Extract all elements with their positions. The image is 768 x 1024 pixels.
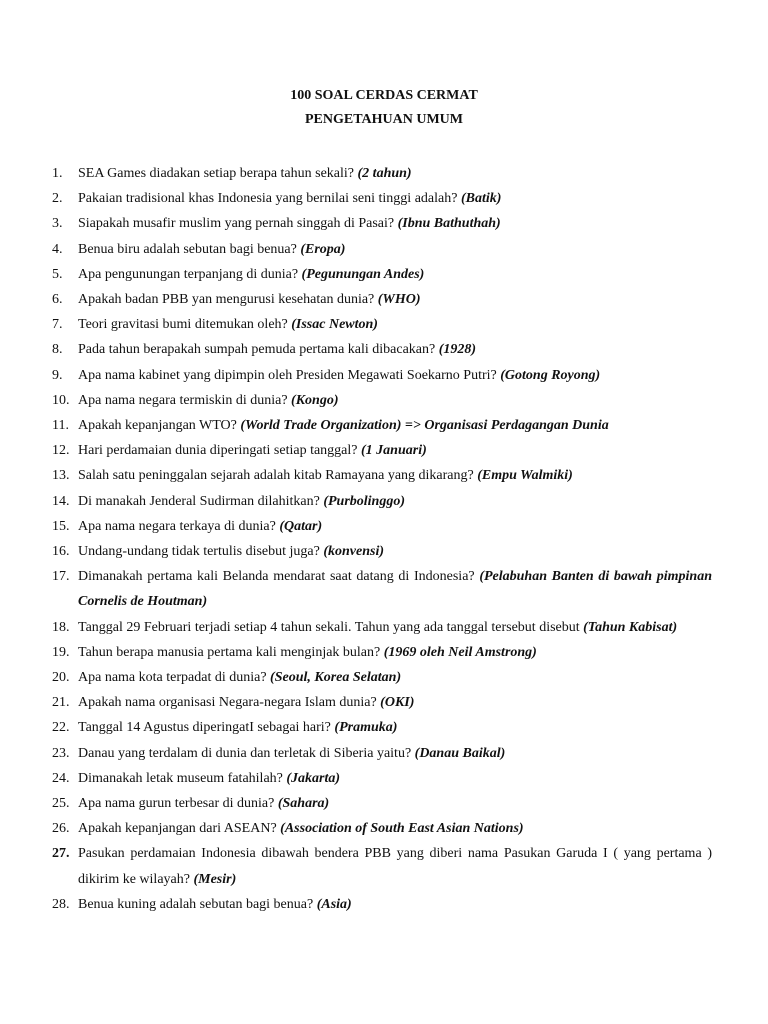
item-text	[78, 388, 712, 413]
question-text: Danau yang terdalam di dunia dan terletak di Siberia yaitu?	[78, 745, 415, 761]
answer-text: (1 Januari)	[361, 443, 427, 459]
question-text: Apakah kepanjangan dari ASEAN?	[78, 821, 281, 837]
answer-text: (Empu Walmiki)	[477, 468, 573, 484]
item-text	[78, 514, 712, 539]
item-text	[78, 363, 712, 388]
item-number: 27.	[52, 846, 70, 862]
list-item	[52, 438, 712, 463]
item-number: 9.	[52, 367, 63, 383]
question-text: Benua kuning adalah sebutan bagi benua?	[78, 896, 317, 912]
item-number: 20.	[52, 670, 70, 686]
item-text	[78, 741, 712, 766]
answer-text: (Tahun Kabisat)	[583, 619, 678, 635]
question-text: Apakah kepanjangan WTO?	[78, 418, 241, 434]
list-item	[52, 388, 712, 413]
item-number: 13.	[52, 468, 70, 484]
item-text	[78, 287, 712, 312]
answer-text: (Issac Newton)	[291, 317, 378, 333]
answer-text: (WHO)	[377, 292, 421, 308]
question-text: Apa pengunungan terpanjang di dunia?	[78, 266, 302, 282]
item-number: 12.	[52, 443, 70, 459]
item-number: 22.	[52, 720, 70, 736]
question-text: Apa nama gurun terbesar di dunia?	[78, 796, 278, 812]
document-subtitle: PENGETAHUAN UMUM	[304, 112, 463, 127]
answer-text: (Eropa)	[300, 241, 346, 257]
list-item	[52, 514, 712, 539]
item-text	[78, 766, 712, 791]
item-text	[78, 615, 712, 640]
item-text	[78, 489, 712, 514]
list-item	[52, 816, 712, 841]
item-text	[78, 539, 712, 564]
item-number: 4.	[52, 241, 63, 257]
item-number: 11.	[52, 418, 69, 434]
question-text: Tanggal 14 Agustus diperingatI sebagai hari?	[78, 720, 335, 736]
item-text	[78, 816, 712, 841]
item-number: 19.	[52, 644, 70, 660]
list-item	[52, 312, 712, 337]
answer-text: (2 tahun)	[357, 166, 412, 181]
item-number: 6.	[52, 292, 63, 308]
question-text: Pasukan perdamaian Indonesia dibawah bendera PBB yang diberi nama Pasukan Garuda I ( yang pertama ) dikirim ke wilayah?	[78, 846, 712, 887]
list-item	[52, 741, 712, 766]
item-text	[78, 211, 712, 236]
item-number: 24.	[52, 770, 70, 786]
list-item	[52, 186, 712, 211]
list-item	[52, 211, 712, 236]
item-text	[78, 186, 712, 211]
question-text: Salah satu peninggalan sejarah adalah kitab Ramayana yang dikarang?	[78, 468, 478, 484]
list-item	[52, 564, 712, 614]
answer-text: (Mesir)	[193, 871, 237, 887]
answer-text: (Pramuka)	[334, 720, 398, 736]
list-item	[52, 463, 712, 488]
item-number: 16.	[52, 544, 70, 560]
list-item	[52, 640, 712, 665]
answer-text: (Pelabuhan Banten di bawah pimpinan Cornelis de Houtman)	[78, 569, 712, 610]
answer-text: (Purbolinggo)	[323, 493, 406, 509]
item-text	[78, 312, 712, 337]
item-text	[78, 715, 712, 740]
item-text	[78, 791, 712, 816]
item-number: 15.	[52, 518, 70, 534]
list-item	[52, 161, 712, 186]
list-item	[52, 615, 712, 640]
item-number: 7.	[52, 317, 63, 333]
answer-text: (Jakarta)	[286, 770, 341, 786]
list-item	[52, 262, 712, 287]
item-text	[78, 438, 712, 463]
answer-text: (Sahara)	[277, 796, 330, 812]
question-text: Apa nama kabinet yang dipimpin oleh Presiden Megawati Soekarno Putri?	[78, 367, 501, 383]
answer-text: (Seoul, Korea Selatan)	[270, 670, 402, 686]
question-text: Dimanakah pertama kali Belanda mendarat saat datang di Indonesia?	[78, 569, 480, 585]
list-item	[52, 489, 712, 514]
answer-text: (Ibnu Bathuthah)	[397, 216, 501, 232]
answer-text: (Association of South East Asian Nations)	[280, 821, 524, 837]
question-text: Apa nama kota terpadat di dunia?	[78, 670, 271, 686]
answer-text: (Qatar)	[279, 518, 323, 534]
question-text: Dimanakah letak museum fatahilah?	[78, 770, 287, 786]
answer-text: (1969 oleh Neil Amstrong)	[383, 644, 537, 660]
question-text: Apakah badan PBB yan mengurusi kesehatan dunia?	[78, 292, 378, 308]
item-number: 28.	[52, 896, 70, 912]
list-item	[52, 841, 712, 891]
question-text: Tanggal 29 Februari terjadi setiap 4 tahun sekali. Tahun yang ada tanggal tersebut disebut	[78, 619, 584, 635]
item-number: 26.	[52, 821, 70, 837]
item-number: 3.	[52, 216, 63, 232]
item-number: 18.	[52, 619, 70, 635]
question-text: Benua biru adalah sebutan bagi benua?	[78, 241, 301, 257]
question-text: Siapakah musafir muslim yang pernah singgah di Pasai?	[78, 216, 398, 232]
question-list	[52, 161, 712, 917]
answer-text: (World Trade Organization) => Organisasi Perdagangan Dunia	[240, 418, 609, 434]
question-text: SEA Games diadakan setiap berapa tahun sekali?	[78, 166, 358, 181]
list-item	[52, 766, 712, 791]
item-text	[78, 337, 712, 362]
item-number: 10.	[52, 392, 70, 408]
list-item	[52, 892, 712, 917]
item-text	[78, 564, 712, 614]
document-title: 100 SOAL CERDAS CERMAT	[290, 88, 478, 103]
answer-text: (Asia)	[316, 896, 352, 912]
question-text: Di manakah Jenderal Sudirman dilahitkan?	[78, 493, 324, 509]
list-item	[52, 287, 712, 312]
question-text: Teori gravitasi bumi ditemukan oleh?	[78, 317, 292, 333]
answer-text: (OKI)	[380, 695, 415, 711]
item-number: 25.	[52, 796, 70, 812]
item-number: 5.	[52, 266, 63, 282]
item-text	[78, 161, 712, 186]
answer-text: (Danau Baikal)	[414, 745, 506, 761]
item-number: 23.	[52, 745, 70, 761]
question-text: Apa nama negara terkaya di dunia?	[78, 518, 280, 534]
item-text	[78, 665, 712, 690]
item-text	[78, 640, 712, 665]
question-text: Apakah nama organisasi Negara-negara Islam dunia?	[78, 695, 381, 711]
item-number: 14.	[52, 493, 70, 509]
item-number: 2.	[52, 191, 63, 207]
question-text: Hari perdamaian dunia diperingati setiap tanggal?	[78, 443, 362, 459]
answer-text: (1928)	[438, 342, 477, 358]
answer-text: (konvensi)	[323, 544, 385, 560]
item-text	[78, 413, 712, 438]
list-item	[52, 690, 712, 715]
list-item	[52, 363, 712, 388]
question-text: Undang-undang tidak tertulis disebut juga?	[78, 544, 324, 560]
item-text	[78, 892, 712, 917]
list-item	[52, 791, 712, 816]
item-number: 21.	[52, 695, 70, 711]
item-number: 8.	[52, 342, 63, 358]
item-number: 17.	[52, 569, 70, 585]
answer-text: (Pegunungan Andes)	[301, 266, 425, 282]
item-text	[78, 237, 712, 262]
list-item	[52, 715, 712, 740]
question-text: Tahun berapa manusia pertama kali menginjak bulan?	[78, 644, 384, 660]
item-number: 1.	[52, 166, 63, 181]
item-text	[78, 463, 712, 488]
list-item	[52, 665, 712, 690]
list-item	[52, 237, 712, 262]
list-item	[52, 337, 712, 362]
item-text	[78, 690, 712, 715]
answer-text: (Batik)	[460, 191, 502, 207]
item-text	[78, 841, 712, 891]
list-item	[52, 539, 712, 564]
answer-text: (Kongo)	[291, 392, 339, 408]
question-text: Apa nama negara termiskin di dunia?	[78, 392, 292, 408]
answer-text: (Gotong Royong)	[500, 367, 601, 383]
question-text: Pakaian tradisional khas Indonesia yang bernilai seni tinggi adalah?	[78, 191, 461, 207]
list-item	[52, 413, 712, 438]
item-text	[78, 262, 712, 287]
question-text: Pada tahun berapakah sumpah pemuda pertama kali dibacakan?	[78, 342, 439, 358]
